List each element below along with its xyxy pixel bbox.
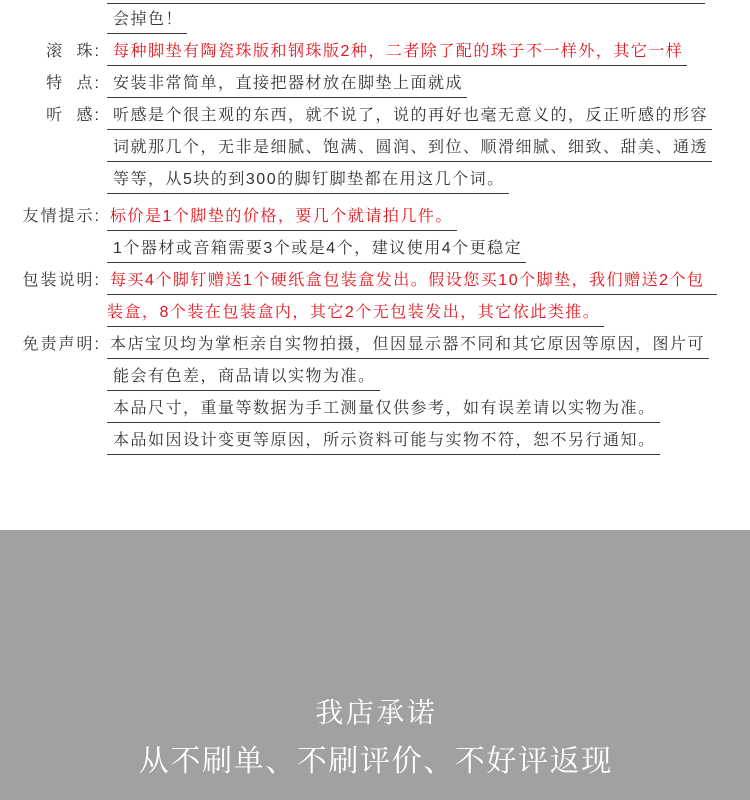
disclaimer-text-continued: 能会有色差，商品请以实物为准。 xyxy=(107,364,380,391)
detail-line-balls xyxy=(0,36,750,68)
detail-line-sound xyxy=(0,100,750,132)
detail-line xyxy=(0,164,750,196)
detail-line xyxy=(0,132,750,164)
sound-text-continued: 等等，从5块的到300的脚钉脚垫都在用这几个词。 xyxy=(107,167,509,194)
notice-text: 标价是1个脚垫的价格，要几个就请拍几件。 xyxy=(107,204,457,231)
promise-title: 我店承诺 xyxy=(315,697,438,728)
sound-label: 听 感: xyxy=(46,107,101,124)
detail-line xyxy=(0,425,750,457)
notice-label: 友情提示: xyxy=(22,208,101,225)
sound-text-continued: 词就那几个，无非是细腻、饱满、圆润、到位、顺滑细腻、细致、甜美、通透 xyxy=(107,135,712,162)
promise-line: 从不刷单、不刷评价、不好评返现 xyxy=(138,745,613,778)
detail-line xyxy=(0,361,750,393)
disclaimer-text-continued: 本品如因设计变更等原因，所示资料可能与实物不符，恕不另行通知。 xyxy=(107,428,660,455)
balls-text: 每种脚垫有陶瓷珠版和钢珠版2种，二者除了配的珠子不一样外，其它一样 xyxy=(107,39,687,66)
disclaimer-text: 本店宝贝均为掌柜亲自实物拍摄，但因显示器不同和其它原因等原因，图片可 xyxy=(107,332,709,359)
detail-line xyxy=(0,4,750,36)
features-label: 特 点: xyxy=(46,75,101,92)
disclaimer-label: 免责声明: xyxy=(22,336,101,353)
disclaimer-text-continued: 本品尺寸，重量等数据为手工测量仅供参考，如有误差请以实物为准。 xyxy=(107,396,660,423)
balls-label: 滚 珠: xyxy=(46,43,101,60)
detail-line-notice xyxy=(0,201,750,233)
detail-line xyxy=(0,297,750,329)
notice-text-continued: 1个器材或音箱需要3个或是4个，建议使用4个更稳定 xyxy=(107,236,526,263)
detail-line-disclaimer xyxy=(0,329,750,361)
shop-promise-banner xyxy=(0,530,750,800)
line-text: 会掉色！ xyxy=(107,7,187,34)
detail-line-features xyxy=(0,68,750,100)
detail-line xyxy=(0,233,750,265)
sound-text: 听感是个很主观的东西，就不说了，说的再好也毫无意义的，反正听感的形容 xyxy=(107,103,712,130)
detail-line-packaging xyxy=(0,265,750,297)
features-text: 安装非常简单，直接把器材放在脚垫上面就成 xyxy=(107,71,467,98)
detail-line xyxy=(0,393,750,425)
divider xyxy=(107,3,705,4)
packaging-text: 每买4个脚钉赠送1个硬纸盒包装盒发出。假设您买10个脚垫，我们赠送2个包 xyxy=(107,268,717,295)
packaging-text-continued: 装盒，8个装在包装盒内，其它2个无包装发出，其它依此类推。 xyxy=(107,300,604,327)
packaging-label: 包装说明: xyxy=(22,272,101,289)
